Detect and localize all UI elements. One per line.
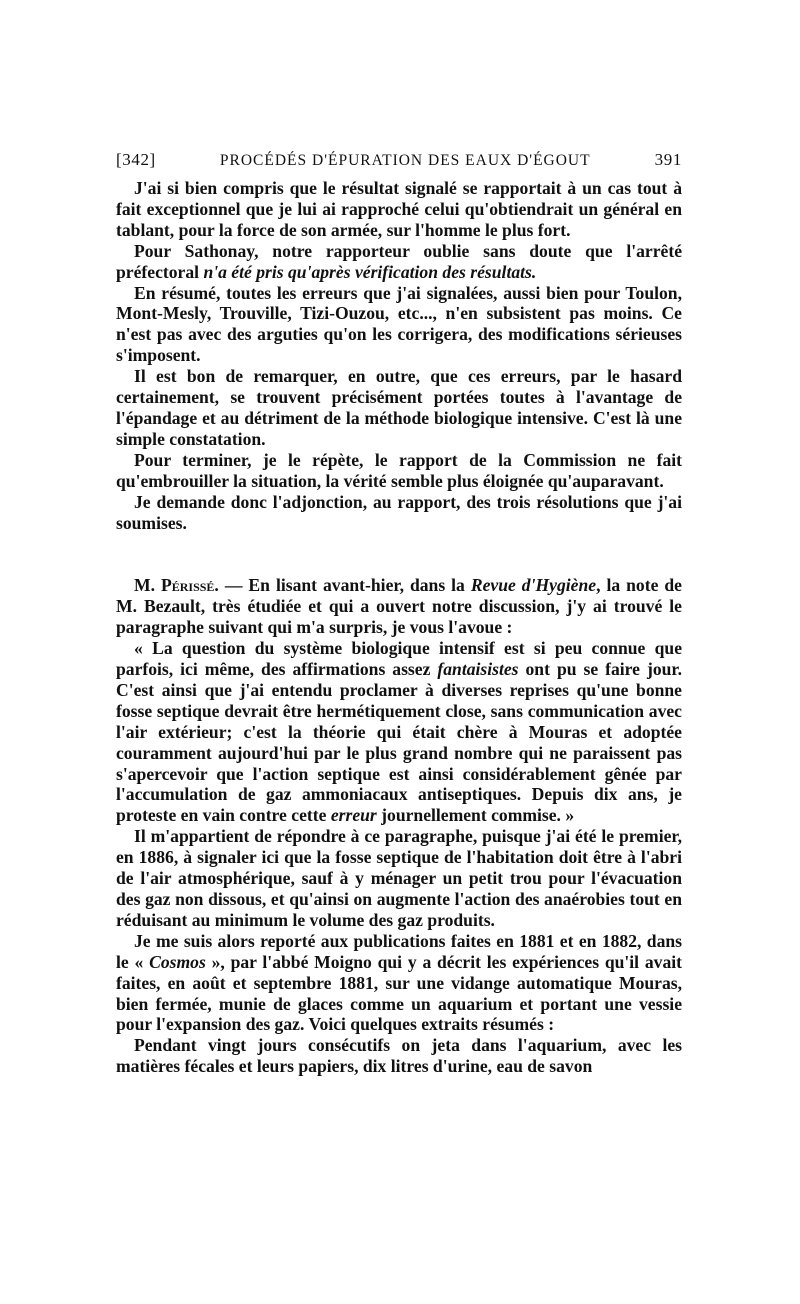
paragraph-1: J'ai si bien compris que le résultat signalé se rapportait à un cas tout à fait exceptionnel que je lui ai rapproché celui qu'obtiendrait un général en tablant, pour la force de son armée, sur l'homme le plus fort.	[116, 178, 682, 240]
publications-end: », par l'abbé Moigno qui y a décrit les expériences qu'il avait faites, en août et septembre 1881, sur une vidange automatique Mouras, bien fermée, munie de glaces comme un aquarium et portant une vessie pour l'expansion des gaz. Voici quelques extraits résumés :	[116, 951, 682, 1035]
speaker-paragraph	[116, 575, 682, 638]
speaker-name: M. Périssé.	[134, 575, 219, 596]
header-ref: [342]	[116, 150, 156, 169]
paragraph-6: Je demande donc l'adjonction, au rapport, des trois résolutions que j'ai soumises.	[116, 491, 682, 533]
publications-paragraph	[116, 931, 682, 1036]
quotation-italic-2: erreur	[330, 805, 377, 826]
page-number: 391	[654, 150, 682, 169]
paragraph-4: Il est bon de remarquer, en outre, que ces erreurs, par le hasard certainement, se trouvent précisément portées toutes à l'avantage de l'épandage et au détriment de la méthode biologique intensive. C'est là une simple constatation.	[116, 366, 682, 449]
running-header	[116, 150, 682, 178]
quotation	[116, 638, 682, 826]
quotation-italic-1: fantaisistes	[437, 659, 519, 680]
quotation-start: « La question du système biologique intensif est si peu connue que parfois, ici même, des affirmations assez	[116, 638, 682, 680]
paragraph-2-italic: n'a été pris qu'après vérification des résultats.	[203, 261, 537, 282]
cosmos-title: Cosmos	[149, 951, 206, 972]
paragraph-3: En résumé, toutes les erreurs que j'ai signalées, aussi bien pour Toulon, Mont-Mesly, Trouville, Tizi-Ouzou, etc..., n'en subsistent pas moins. Ce n'est pas avec des arguties qu'on les corrigera, des modifications sérieuses s'imposent.	[116, 282, 682, 366]
header-title: PROCÉDÉS D'ÉPURATION DES EAUX D'ÉGOUT	[219, 152, 591, 169]
quotation-end: journellement commise. »	[376, 805, 575, 826]
experiment-paragraph: Pendant vingt jours consécutifs on jeta dans l'aquarium, avec les matières fécales et leurs papiers, dix litres d'urine, eau de savon	[116, 1035, 682, 1077]
document-page	[116, 150, 682, 1077]
paragraph-2	[116, 241, 682, 283]
journal-title: Revue d'Hygiène	[470, 575, 597, 596]
section-gap	[116, 533, 682, 575]
speaker-paragraph-text: — En lisant avant-hier, dans la	[218, 575, 471, 596]
paragraph-5: Pour terminer, je le répète, le rapport de la Commission ne fait qu'embrouiller la situation, la vérité semble plus éloignée qu'auparavant.	[116, 449, 682, 491]
quotation-middle: ont pu se faire jour. C'est ainsi que j'ai entendu proclamer à diverses reprises qu'une bonne fosse septique devrait être hermétiquement close, sans communication avec l'air extérieur; c'est la théorie qui était chère à Mouras et adoptée couramment aujourd'hui par le plus grand nombre qui ne paraissent pas s'apercevoir que l'action septique est ainsi considérablement gênée par l'accumulation de gaz ammoniacaux antiseptiques. Depuis dix ans, je proteste en vain contre cette	[116, 659, 682, 826]
speaker-paragraph-end: , la note de M. Bezault, très étudiée et qui a ouvert notre discussion, j'y ai trouvé le paragraphe suivant qui m'a surpris, je vous l'avoue :	[116, 575, 682, 638]
publications-start: Je me suis alors reporté aux publications faites en 1881 et en 1882, dans le «	[116, 930, 682, 972]
reply-paragraph: Il m'appartient de répondre à ce paragraphe, puisque j'ai été le premier, en 1886, à signaler ici que la fosse septique de l'habitation doit être à l'abri de l'air atmosphérique, sauf à y ménager un petit trou pour l'évacuation des gaz non dissous, et qu'ainsi on augmente l'action des anaérobies tout en réduisant au minimum le volume des gaz produits.	[116, 826, 682, 930]
paragraph-2-text: Pour Sathonay, notre rapporteur oublie sans doute que l'arrêté préfectoral	[116, 240, 682, 282]
